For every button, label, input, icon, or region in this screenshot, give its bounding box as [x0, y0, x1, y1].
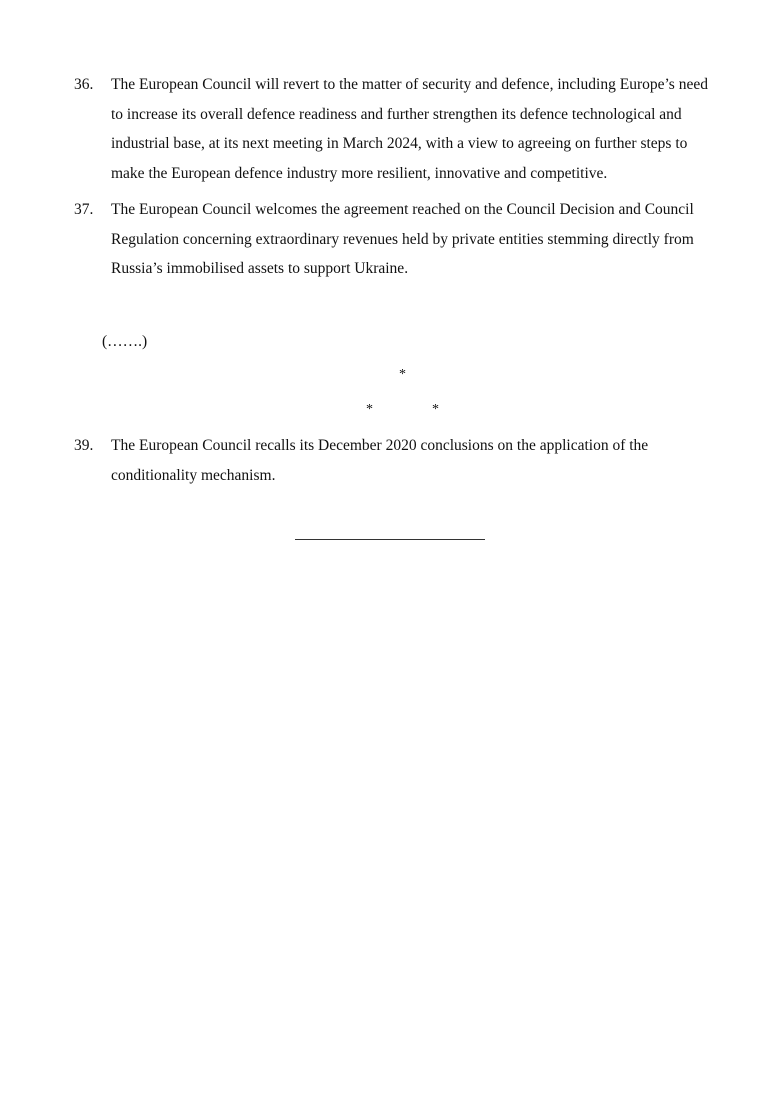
omission-marker: (…….)	[102, 333, 148, 350]
separator-star-right: *	[432, 402, 439, 417]
paragraph-37	[74, 195, 714, 284]
paragraph-text: The European Council recalls its December 2020 conclusions on the application of the conditionality mechanism.	[111, 437, 649, 484]
paragraph-39	[74, 431, 714, 490]
paragraph-text: The European Council will revert to the matter of security and defence, including Europe’s need to increase its overall defence readiness and further strengthen its defence technological and industrial base, at its next meeting in March 2024, with a view to agreeing on further steps to make the European defence industry more resilient, innovative and competitive.	[111, 76, 708, 182]
paragraph-number: 37.	[74, 201, 94, 218]
separator-star-top: *	[399, 367, 406, 382]
paragraph-36	[74, 70, 714, 188]
paragraph-text: The European Council welcomes the agreement reached on the Council Decision and Council Regulation concerning extraordinary revenues held by private entities stemming directly from Russia’s immobilised assets to support Ukraine.	[111, 201, 694, 277]
separator-star-left: *	[366, 402, 373, 417]
paragraph-number: 39.	[74, 437, 94, 454]
paragraph-number: 36.	[74, 76, 94, 93]
end-of-document-rule	[295, 539, 485, 540]
